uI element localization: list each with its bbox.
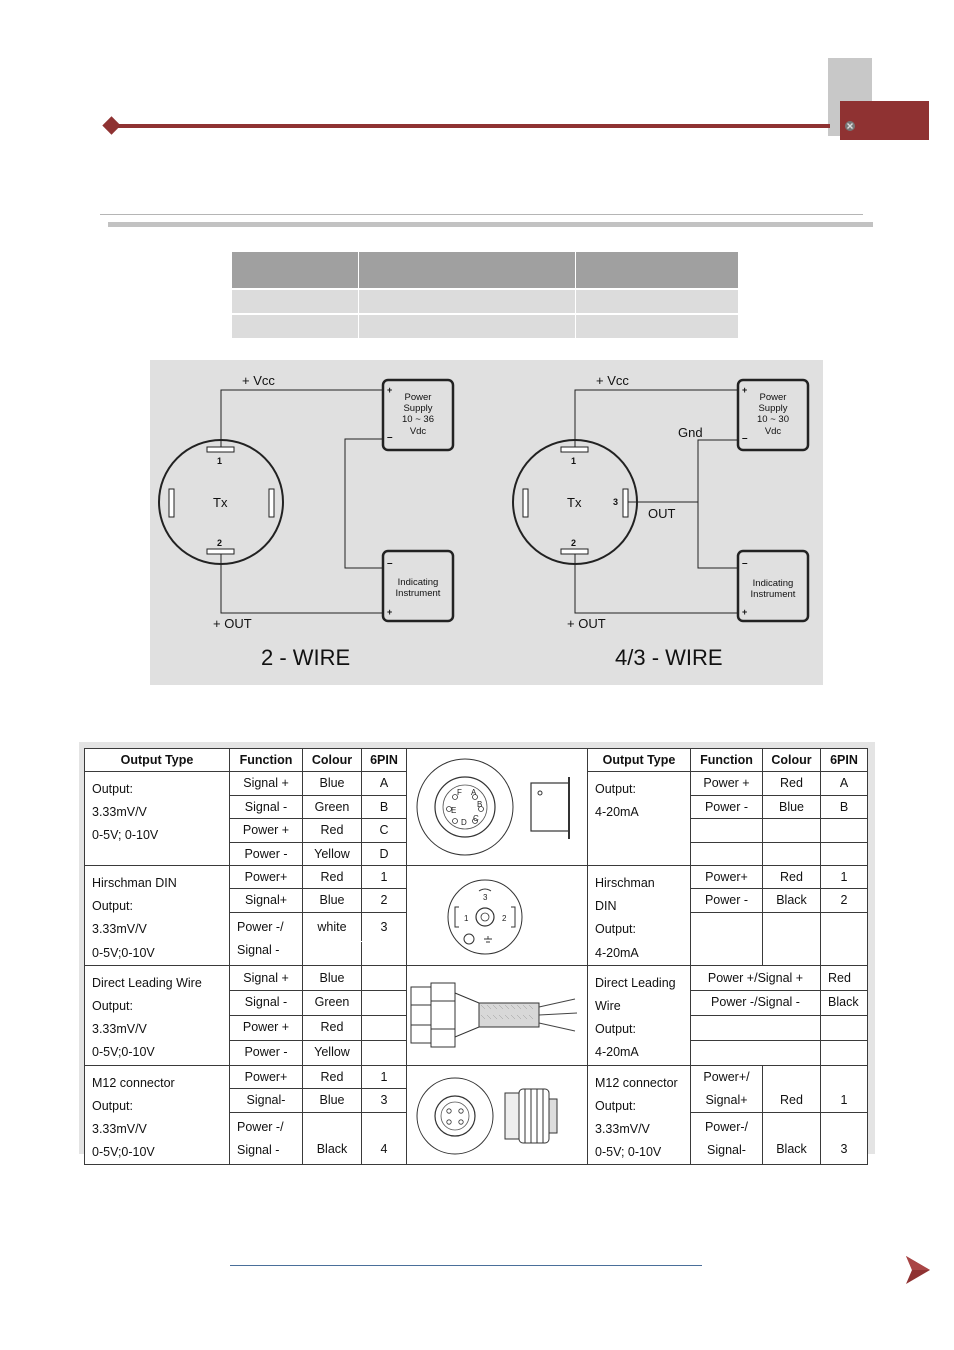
four-wire-out-label: + OUT: [567, 616, 606, 631]
six-pin-letter-c: C: [473, 814, 479, 823]
six-pin-letter-f: F: [457, 788, 462, 797]
connection-table: [84, 748, 868, 1165]
m12-output-type-right: M12 connector Output: 3.33mV/V 0-5V; 0-10V: [588, 1065, 691, 1165]
function-cell: Signal-: [230, 1089, 303, 1113]
function-cell: Power +/Signal +: [691, 965, 821, 990]
four-wire-ps-line1: Power: [759, 392, 787, 403]
header-colour: Colour: [303, 749, 362, 772]
function-cell: Signal+: [230, 889, 303, 912]
four-wire-out-mid-label: OUT: [648, 506, 676, 521]
colour-cell: Black: [821, 990, 868, 1015]
pin-cell: B: [821, 796, 868, 819]
din-pin-3: 3: [483, 893, 488, 903]
pin-cell: C: [362, 819, 407, 842]
empty-cell: [691, 1015, 821, 1040]
pin-cell: [362, 1040, 407, 1065]
header-6pin-right: 6PIN: [821, 749, 868, 772]
four-wire-gnd-label: Gnd: [678, 425, 703, 440]
pin-cell: [362, 1015, 407, 1040]
colour-cell: Yellow: [303, 842, 362, 865]
colour-cell: Red: [821, 965, 868, 990]
four-wire-title: 4/3 - WIRE: [615, 645, 723, 670]
colour-cell: Blue: [303, 889, 362, 912]
pin-cell: [362, 990, 407, 1015]
two-wire-ps-line2: Supply: [403, 403, 433, 414]
pin-cell: 2: [821, 889, 868, 912]
six-pin-connector-image: [407, 749, 588, 866]
close-icon: [844, 120, 856, 132]
two-wire-ind-minus: –: [387, 558, 393, 569]
function-cell: Power +: [230, 819, 303, 842]
header-output-type: Output Type: [85, 749, 230, 772]
function-cell: Power -/ Signal -: [230, 1113, 303, 1165]
header-colour-right: Colour: [763, 749, 821, 772]
din-connector-image: [407, 866, 588, 966]
header-function-right: Function: [691, 749, 763, 772]
pin-cell: 3: [821, 1113, 868, 1165]
colour-cell: Blue: [303, 772, 362, 796]
pin-cell: 1: [362, 1065, 407, 1089]
pin-cell: 3: [362, 912, 407, 942]
four-wire-ps-line2: Supply: [758, 403, 788, 414]
two-wire-ps-line1: Power: [404, 392, 432, 403]
table-row: [85, 1065, 868, 1089]
empty-cell: [691, 912, 763, 965]
pin-cell: A: [821, 772, 868, 796]
m12-connector-image: [407, 1065, 588, 1165]
wiring-diagram: [150, 360, 823, 685]
empty-cell: [821, 912, 868, 965]
header-rule: [112, 124, 830, 128]
function-cell: Power +: [230, 1015, 303, 1040]
six-pin-letter-e: E: [451, 806, 457, 815]
six-pin-output-type: Output: 3.33mV/V 0-5V; 0-10V: [85, 772, 230, 866]
function-cell: Signal -: [230, 990, 303, 1015]
colour-cell: Blue: [303, 1089, 362, 1113]
header-function: Function: [230, 749, 303, 772]
two-wire-ps-line3: 10 ~ 36: [402, 414, 434, 425]
function-cell: Power+/ Signal+: [691, 1065, 763, 1112]
colour-cell: white: [303, 912, 362, 942]
colour-cell: Red: [763, 1065, 821, 1112]
function-cell: Power -: [691, 796, 763, 819]
function-cell: Power+: [230, 1065, 303, 1089]
empty-cell: [763, 842, 821, 865]
pin-cell: B: [362, 796, 407, 819]
function-cell: Power-/ Signal-: [691, 1113, 763, 1165]
two-wire-ind-plus: +: [387, 607, 393, 617]
header-output-type-right: Output Type: [588, 749, 691, 772]
din-connector-icon: [448, 880, 522, 954]
cable-gland-icon: [411, 983, 577, 1047]
function-cell: Power -/ Signal -: [230, 912, 303, 965]
blank-table-header: [232, 252, 738, 288]
m12-connector-icon: [417, 1078, 493, 1154]
section-rule-thin: [100, 214, 863, 215]
colour-cell: Red: [303, 1015, 362, 1040]
four-wire-ind-minus: –: [742, 558, 748, 569]
six-pin-output-type-right: Output: 4-20mA: [588, 772, 691, 866]
four-wire-ind-line1: Indicating: [752, 578, 794, 589]
pin-cell: 1: [821, 1065, 868, 1112]
next-page-arrow-icon[interactable]: [904, 1254, 930, 1286]
function-cell: Power -: [691, 889, 763, 912]
blank-table-row: [232, 290, 738, 313]
table-row: [85, 965, 868, 990]
blank-spec-table: [232, 252, 738, 338]
din-output-type-right: Hirschman DIN Output: 4-20mA: [588, 866, 691, 966]
four-wire-ps-plus: +: [742, 385, 748, 395]
colour-cell: Green: [303, 796, 362, 819]
four-wire-ind-plus: +: [742, 607, 748, 617]
colour-cell: Yellow: [303, 1040, 362, 1065]
m12-side-view-icon: [505, 1089, 557, 1143]
function-cell: Power +: [691, 772, 763, 796]
function-cell: Signal +: [230, 772, 303, 796]
six-pin-side-view-icon: [531, 783, 569, 831]
function-cell: Signal +: [230, 965, 303, 990]
two-wire-title: 2 - WIRE: [261, 645, 351, 670]
four-wire-pin2: 2: [571, 538, 577, 548]
six-pin-letter-b: B: [477, 800, 483, 809]
direct-output-type-right: Direct Leading Wire Output: 4-20mA: [588, 965, 691, 1065]
empty-cell: [362, 942, 407, 966]
four-wire-vcc-label: + Vcc: [596, 373, 629, 388]
empty-cell: [763, 819, 821, 842]
colour-cell: Blue: [303, 965, 362, 990]
pin-cell: A: [362, 772, 407, 796]
pin-cell: 2: [362, 889, 407, 912]
function-cell: Power+: [691, 866, 763, 889]
six-pin-letter-d: D: [461, 818, 467, 827]
colour-cell: Red: [303, 1065, 362, 1089]
din-pin-2: 2: [502, 914, 507, 924]
din-pin-1: 1: [464, 914, 469, 924]
table-row: [85, 866, 868, 889]
function-cell: Power -: [230, 1040, 303, 1065]
four-wire-pin1: 1: [571, 456, 577, 466]
header-6pin: 6PIN: [362, 749, 407, 772]
table-header-row: [85, 749, 868, 772]
six-pin-connector-icon: [435, 777, 495, 837]
colour-cell: Red: [303, 866, 362, 889]
colour-cell: Blue: [763, 796, 821, 819]
colour-cell: Green: [303, 990, 362, 1015]
two-wire-tx-label: Tx: [213, 495, 228, 510]
empty-cell: [691, 819, 763, 842]
two-wire-ps-plus: +: [387, 385, 393, 395]
blank-table-row: [232, 315, 738, 338]
two-wire-vcc-label: + Vcc: [242, 373, 275, 388]
two-wire-ind-line1: Indicating: [397, 577, 439, 588]
m12-output-type: M12 connector Output: 3.33mV/V 0-5V;0-10V: [85, 1065, 230, 1165]
colour-cell: Black: [763, 889, 821, 912]
colour-cell: Red: [763, 866, 821, 889]
pin-cell: 3: [362, 1089, 407, 1113]
function-cell: Power+: [230, 866, 303, 889]
empty-cell: [691, 1040, 821, 1065]
empty-cell: [821, 842, 868, 865]
pin-cell: 1: [821, 866, 868, 889]
pin-cell: 4: [362, 1113, 407, 1165]
four-wire-ps-minus: –: [742, 433, 748, 444]
ground-icon: [464, 934, 474, 944]
direct-wire-image: [407, 965, 588, 1065]
pin-cell: [362, 965, 407, 990]
two-wire-ind-line2: Instrument: [395, 588, 441, 599]
six-pin-outer-ring-icon: [417, 759, 513, 855]
two-wire-pin2: 2: [217, 538, 223, 548]
colour-cell: Black: [303, 1113, 362, 1165]
pin-cell: 1: [362, 866, 407, 889]
function-cell: Signal -: [230, 796, 303, 819]
section-rule-thick: [108, 222, 873, 227]
empty-cell: [821, 819, 868, 842]
empty-cell: [303, 942, 362, 966]
two-wire-pin1: 1: [217, 456, 223, 466]
pin-cell: D: [362, 842, 407, 865]
direct-output-type: Direct Leading Wire Output: 3.33mV/V 0-5V;0-10V: [85, 965, 230, 1065]
two-wire-ps-line4: Vdc: [409, 426, 427, 437]
four-wire-ind-line2: Instrument: [750, 589, 796, 600]
empty-cell: [691, 842, 763, 865]
two-wire-out-label: + OUT: [213, 616, 252, 631]
empty-cell: [763, 912, 821, 965]
six-pin-letter-a: A: [471, 788, 477, 797]
colour-cell: Black: [763, 1113, 821, 1165]
four-wire-tx-label: Tx: [567, 495, 582, 510]
empty-cell: [821, 1015, 868, 1040]
four-wire-ps-line3: 10 ~ 30: [757, 414, 789, 425]
two-wire-ps-minus: –: [387, 432, 393, 443]
header-diamond-icon: [102, 116, 120, 134]
function-cell: Power -/Signal -: [691, 990, 821, 1015]
din-output-type: Hirschman DIN Output: 3.33mV/V 0-5V;0-10V: [85, 866, 230, 966]
four-wire-pin3: 3: [613, 497, 619, 507]
colour-cell: Red: [303, 819, 362, 842]
four-wire-ps-line4: Vdc: [764, 426, 782, 437]
empty-cell: [821, 1040, 868, 1065]
function-cell: Power -: [230, 842, 303, 865]
footer-link-rule: [230, 1265, 702, 1266]
colour-cell: Red: [763, 772, 821, 796]
